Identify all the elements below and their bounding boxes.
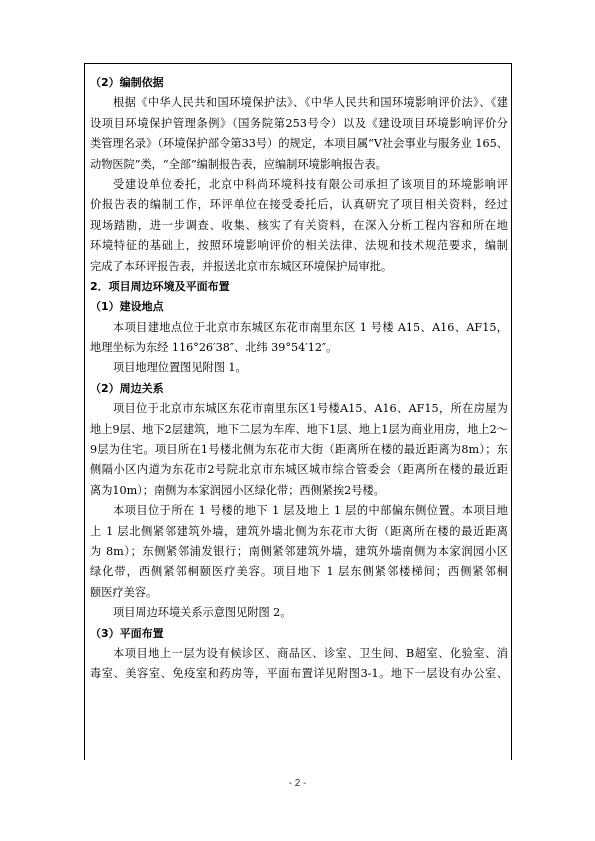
paragraph-line: 项目位于北京市东城区东花市南里东区1号楼A15、A16、AF15，所在房屋为 xyxy=(113,402,508,416)
paragraph-line: 受建设单位委托，北京中科尚环境科技有限公司承担了该项目的环境影响评 xyxy=(113,177,508,191)
subsection-heading-layout: （3）平面布置 xyxy=(90,626,164,640)
document-body xyxy=(90,73,508,685)
page-number: - 2 - xyxy=(288,778,307,789)
subsection-heading-surroundings: （2）周边关系 xyxy=(90,381,164,395)
paragraph-line: 地理坐标为东经 116°26′38″、北纬 39°54′12″。 xyxy=(90,341,338,355)
paragraph-line: 离为10m）；南侧为本家润园小区绿化带；西侧紧挨2号楼。 xyxy=(90,483,385,497)
paragraph-line: 本项目地上一层为设有候诊区、商品区、诊室、卫生间、B超室、化验室、消 xyxy=(113,646,508,660)
paragraph-line: 价报告表的编制工作，环评单位在接受委托后，认真研究了项目相关资料，经过 xyxy=(90,198,508,212)
paragraph-line: 项目地理位置图见附图 1。 xyxy=(113,361,247,375)
paragraph-line: 9层为住宅。项目所在1号楼北侧为东花市大街（距离所在楼的最近距离为8m）；东 xyxy=(90,443,508,457)
paragraph-line: 毒室、美容室、免疫室和药房等，平面布置详见附图3-1。地下一层设有办公室、 xyxy=(90,667,508,681)
paragraph-line: 上 1 层北侧紧邻建筑外墙，建筑外墙北侧为东花市大街（距离所在楼的最近距离 xyxy=(90,524,508,538)
section-heading-surroundings: 2．项目周边环境及平面布置 xyxy=(90,279,230,293)
paragraph-line: 环境特征的基础上，按照环境影响评价的相关法律、法规和技术规范要求，编制 xyxy=(90,239,508,253)
paragraph-line: 现场踏勘，进一步调查、收集、核实了有关资料，在深入分析工程内容和所在地 xyxy=(90,218,508,232)
section-heading-compilation-basis: （2）编制依据 xyxy=(90,76,164,89)
paragraph-line: 为 8m）；东侧紧邻浦发银行；南侧紧邻建筑外墙，建筑外墙南侧为本家润园小区 xyxy=(90,544,508,558)
paragraph-line: 设项目环境保护管理条例》（国务院第253号令）以及《建设项目环境影响评价分 xyxy=(90,116,508,130)
paragraph-line: 完成了本环评报告表，并报送北京市东城区环境保护局审批。 xyxy=(90,259,393,273)
paragraph-line: 侧隔小区内道为东花市2号院北京市东城区城市综合管委会（距离所在楼的最近距 xyxy=(90,463,508,477)
paragraph-line: 根据《中华人民共和国环境保护法》、《中华人民共和国环境影响评价法》、《建 xyxy=(113,96,508,110)
paragraph-line: 地上9层、地下2层建筑，地下二层为车库、地下1层、地上1层为商业用房，地上2～ xyxy=(90,422,508,436)
paragraph-line: 绿化带，西侧紧邻桐颐医疗美容。项目地下 1 层东侧紧邻楼梯间；西侧紧邻桐 xyxy=(90,565,508,579)
paragraph-line: 动物医院”类，“全部”编制报告表，应编制环境影响报告表。 xyxy=(90,157,387,171)
paragraph-line: 颐医疗美容。 xyxy=(90,585,158,599)
subsection-heading-location: （1）建设地点 xyxy=(90,300,164,314)
paragraph-line: 类管理名录》（环境保护部令第33号）的规定，本项目属“V社会事业与服务业 165、 xyxy=(90,137,508,151)
paragraph-line: 本项目建地点位于北京市东城区东花市南里东区 1 号楼 A15、A16、AF15， xyxy=(113,320,508,334)
paragraph-line: 本项目位于所在 1 号楼的地下 1 层及地上 1 层的中部偏东侧位置。本项目地 xyxy=(113,504,508,518)
paragraph-line: 项目周边环境关系示意图见附图 2。 xyxy=(113,606,292,620)
